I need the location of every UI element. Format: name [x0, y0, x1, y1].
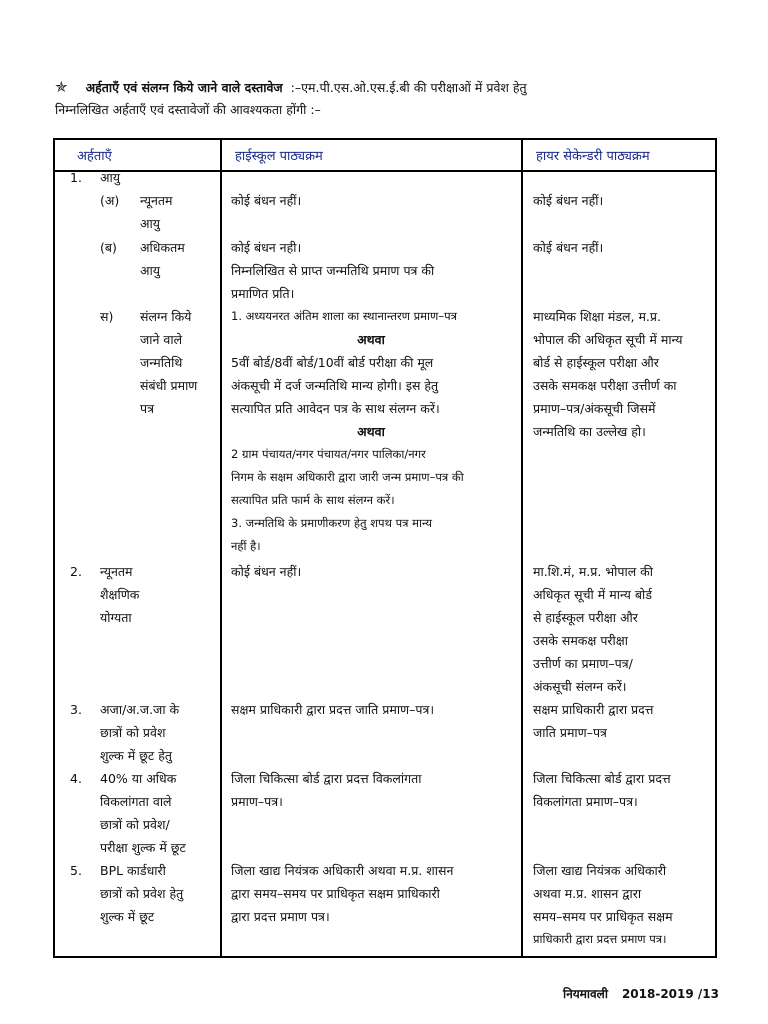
header-highschool: हाईस्कूल पाठ्यक्रम [235, 149, 323, 164]
row2-label-3: योग्यता [100, 610, 132, 625]
row1b-higher-secondary: कोई बंधन नहीं। [533, 240, 604, 255]
row1c-mark: स) [100, 309, 114, 324]
row1c-highschool-8: 3. जन्मतिथि के प्रमाणीकरण हेतु शपथ पत्र मान्य [231, 516, 433, 530]
row3-higher-secondary-1: सक्षम प्राधिकारी द्वारा प्रदत्त [533, 702, 654, 717]
header-higher-secondary: हायर सेकेन्डरी पाठ्यक्रम [536, 149, 650, 164]
intro-text-2: निम्नलिखित अर्हताएँ एवं दस्तावेजों की आवश्यकता होंगी :– [55, 102, 321, 117]
row1c-higher-secondary-6: जन्मतिथि का उल्लेख हो। [533, 424, 646, 439]
row1c-label-2: जाने वाले [140, 332, 183, 347]
row1b-highschool-3: प्रमाणित प्रति। [231, 286, 295, 301]
row3-highschool: सक्षम प्राधिकारी द्वारा प्रदत्त जाति प्रमाण–पत्र। [231, 702, 435, 717]
row1c-higher-secondary-3: बोर्ड से हाईस्कूल परीक्षा और [533, 355, 659, 370]
row2-higher-secondary-3: से हाईस्कूल परीक्षा और [533, 610, 638, 625]
row1b-highschool-2: निम्नलिखित से प्राप्त जन्मतिथि प्रमाण पत्र की [231, 263, 435, 278]
row4-higher-secondary-2: विकलांगता प्रमाण–पत्र। [533, 794, 638, 809]
row5-label-3: शुल्क में छूट [100, 909, 155, 924]
row1c-label-5: पत्र [140, 401, 155, 416]
row1b-label-1: अधिकतम [140, 240, 185, 255]
page-footer [563, 985, 733, 1002]
row5-higher-secondary-2: अथवा म.प्र. शासन द्वारा [533, 886, 642, 901]
row1c-higher-secondary-2: भोपाल की अधिकृत सूची में मान्य [533, 332, 683, 347]
row2-highschool: कोई बंधन नहीं। [231, 564, 302, 579]
row5-higher-secondary-1: जिला खाद्य नियंत्रक अधिकारी [533, 863, 667, 878]
row5-highschool-2: द्वारा समय–समय पर प्राधिकृत सक्षम प्राधिकारी [231, 886, 440, 901]
row3-label-2: छात्रों को प्रवेश [100, 725, 166, 740]
row1c-higher-secondary-4: उसके समकक्ष परीक्षा उत्तीर्ण का [533, 378, 677, 393]
header-divider [55, 170, 715, 172]
row3-label-3: शुल्क में छूट हेतु [100, 748, 172, 763]
row2-number: 2. [70, 564, 82, 579]
row1c-label-3: जन्मतिथि [140, 355, 183, 370]
column-divider-2 [521, 140, 523, 956]
row5-highschool-3: द्वारा प्रदत्त प्रमाण पत्र। [231, 909, 330, 924]
row1c-higher-secondary-5: प्रमाण–पत्र/अंकसूची जिसमें [533, 401, 656, 416]
row1c-highschool-4: सत्यापित प्रति आवेदन पत्र के साथ संलग्न करें। [231, 401, 440, 416]
row4-number: 4. [70, 771, 82, 786]
row2-label-2: शैक्षणिक [100, 587, 140, 602]
row4-label-1: 40% या अधिक [100, 771, 177, 786]
row3-number: 3. [70, 702, 82, 717]
row1c-highschool-5: 2 ग्राम पंचायत/नगर पंचायत/नगर पालिका/नगर [231, 447, 426, 461]
row3-label-1: अजा/अ.ज.जा के [100, 702, 180, 717]
row5-label-2: छात्रों को प्रवेश हेतु [100, 886, 184, 901]
row2-higher-secondary-1: मा.शि.मं, म.प्र. भोपाल की [533, 564, 653, 579]
intro-line-1 [55, 76, 717, 99]
row4-label-3: छात्रों को प्रवेश/ [100, 817, 170, 832]
row2-higher-secondary-4: उसके समकक्ष परीक्षा [533, 633, 628, 648]
row1c-higher-secondary-1: माध्यमिक शिक्षा मंडल, म.प्र. [533, 309, 661, 324]
row4-highschool-1: जिला चिकित्सा बोर्ड द्वारा प्रदत्त विकलांगता [231, 771, 422, 786]
row2-label-1: न्यूनतम [100, 564, 133, 579]
row1c-highschool-2: 5वीं बोर्ड/8वीं बोर्ड/10वीं बोर्ड परीक्षा की मूल [231, 355, 434, 370]
row3-higher-secondary-2: जाति प्रमाण–पत्र [533, 725, 607, 740]
header-qualifications: अर्हताएँ [77, 149, 112, 164]
row1c-highschool-7: सत्यापित प्रति फार्म के साथ संलग्न करें। [231, 493, 395, 507]
row2-higher-secondary-2: अधिकृत सूची में मान्य बोर्ड [533, 587, 652, 602]
row5-number: 5. [70, 863, 82, 878]
row1-label: आयु [100, 170, 121, 185]
row1c-label-4: संबंधी प्रमाण [140, 378, 198, 393]
row1a-higher-secondary: कोई बंधन नहीं। [533, 193, 604, 208]
row1c-highschool-6: निगम के सक्षम अधिकारी द्वारा जारी जन्म प्रमाण–पत्र की [231, 470, 464, 484]
intro-text-1: :–एम.पी.एस.ओ.एस.ई.बी की परीक्षाओं में प्रवेश हेतु [290, 80, 527, 95]
row4-label-2: विकलांगता वाले [100, 794, 172, 809]
row5-higher-secondary-3: समय–समय पर प्राधिकृत सक्षम [533, 909, 673, 924]
row4-label-4: परीक्षा शुल्क में छूट [100, 840, 186, 855]
row1c-highschool-1: 1. अध्ययनरत अंतिम शाला का स्थानान्तरण प्रमाण–पत्र [231, 309, 457, 323]
row1a-mark: (अ) [100, 193, 120, 208]
intro-paragraph [55, 76, 717, 121]
row1c-highschool-9: नहीं है। [231, 539, 261, 553]
row1c-label-1: संलग्न किये [140, 309, 192, 324]
row1-number: 1. [70, 170, 82, 185]
row1c-highschool-or-2: अथवा [357, 424, 385, 439]
column-divider-1 [220, 140, 222, 956]
row5-label-1: BPL कार्डधारी [100, 863, 166, 878]
row1a-highschool: कोई बंधन नहीं। [231, 193, 302, 208]
intro-heading: अर्हताएँ एवं संलग्न किये जाने वाले दस्तावेज [85, 80, 283, 95]
row1b-mark: (ब) [100, 240, 117, 255]
row1b-highschool-1: कोई बंधन नही। [231, 240, 302, 255]
footer-year-page: 2018-2019 /13 [621, 987, 719, 1001]
row5-highschool-1: जिला खाद्य नियंत्रक अधिकारी अथवा म.प्र. शासन [231, 863, 454, 878]
row1b-label-2: आयु [140, 263, 161, 278]
row4-highschool-2: प्रमाण–पत्र। [231, 794, 283, 809]
row1c-highschool-3: अंकसूची में दर्ज जन्मतिथि मान्य होगी। इस हेतु [231, 378, 439, 393]
row4-higher-secondary-1: जिला चिकित्सा बोर्ड द्वारा प्रदत्त [533, 771, 671, 786]
row1a-label-2: आयु [140, 216, 161, 231]
row2-higher-secondary-5: उत्तीर्ण का प्रमाण–पत्र/ [533, 656, 633, 671]
row1c-highschool-or-1: अथवा [357, 332, 385, 347]
requirements-table [53, 138, 717, 958]
footer-label: नियमावली [563, 987, 608, 1001]
row2-higher-secondary-6: अंकसूची संलग्न करें। [533, 679, 627, 694]
row5-higher-secondary-4: प्राधिकारी द्वारा प्रदत्त प्रमाण पत्र। [533, 932, 667, 946]
star-icon: ✯ [55, 78, 68, 96]
row1a-label-1: न्यूनतम [140, 193, 173, 208]
